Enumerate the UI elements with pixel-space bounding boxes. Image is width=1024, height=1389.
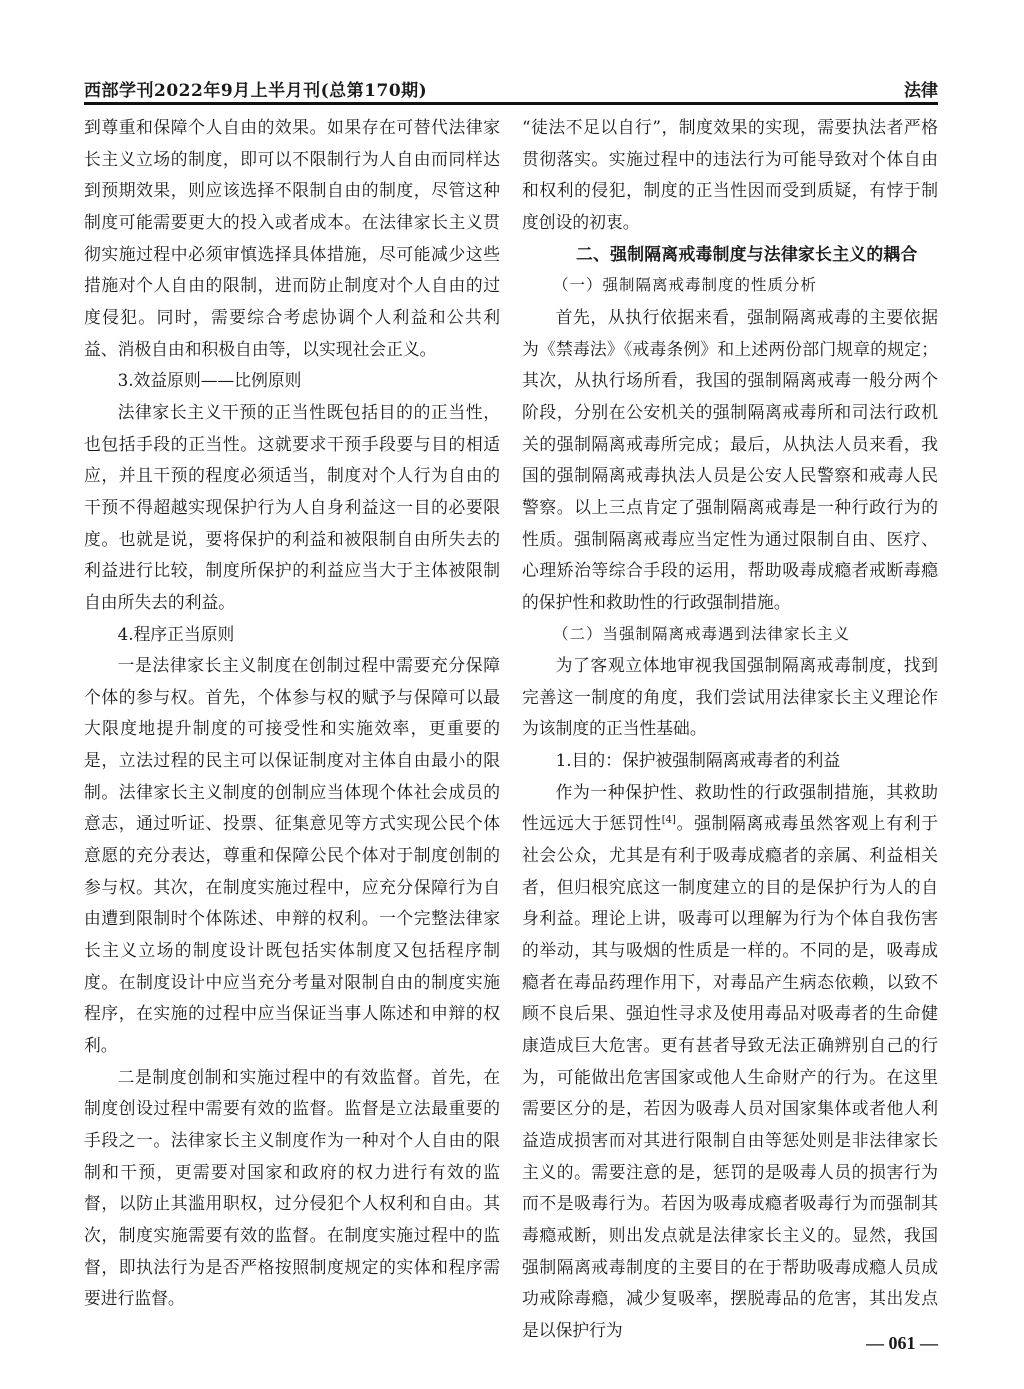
section-heading: 二、强制隔离戒毒制度与法律家长主义的耦合	[575, 243, 918, 264]
journal-title: 西部学刊2022年9月上半月刊(总第170期)	[84, 81, 428, 101]
running-header	[84, 74, 938, 104]
paragraph-text: 。强制隔离戒毒虽然客观上有利于社会公众，尤其是有利于吸毒成瘾者的亲属、利益相关者，但归根究底这一制度建立的目的是保护行为人的自身利益。理论上讲，吸毒可以理解为行为个体自我伤害的举动，其与吸烟的性质是一样的。不同的是，吸毒成瘾者在毒品药理作用下，对毒品产生病态依赖，以致不顾不良后果、强迫性寻求及使用毒品对吸毒者的生命健康造成巨大危害。更有甚者导致无法正确辨别自己的行为，可能做出危害国家或他人生命财产的行为。在这里需要区分的是，若因为吸毒人员对国家集体或者他人利益造成损害而对其进行限制自由等惩处则是非法律家长主义的。需要注意的是，惩罚的是吸毒人员的损害行为而不是吸毒行为。若因为吸毒成瘾者吸毒行为而强制其毒瘾戒断，则出发点就是法律家长主义的。显然，我国强制隔离戒毒制度的主要目的在于帮助吸毒成瘾人员成功戒除毒瘾，减少复吸率，摆脱毒品的危害，其出发点是以保护行为	[522, 813, 938, 1340]
paragraph: 二是制度创制和实施过程中的有效监督。首先，在制度创设过程中需要有效的监督。监督是立法最重要的手段之一。法律家长主义制度作为一种对个人自由的限制和干预，更需要对国家和政府的权力进行有效的监督，以防止其滥用职权，过分侵犯个人权利和自由。其次，制度实施需要有效的监督。在制度实施过程中的监督，即执法行为是否严格按照制度规定的实体和程序需要进行监督。	[84, 1066, 500, 1309]
paragraph: 一是法律家长主义制度在创制过程中需要充分保障个体的参与权。首先，个体参与权的赋予与保障可以最大限度地提升制度的可接受性和实施效率，更重要的是，立法过程的民主可以保证制度对主体自由最小的限制。法律家长主义制度的创制应当体现个体社会成员的意志，通过听证、投票、征集意见等方式实现公民个体意愿的充分表达，尊重和保障公民个体对于制度创制的参与权。其次，在制度实施过程中，应充分保障行为自由遭到限制时个体陈述、申辩的权利。一个完整法律家长主义立场的制度设计既包括实体制度又包括程序制度。在制度设计中应当充分考量对限制自由的制度实施程序，在实施的过程中应当保证当事人陈述和申辩的权利。	[84, 655, 500, 1056]
paragraph: 到尊重和保障个人自由的效果。如果存在可替代法律家长主义立场的制度，即可以不限制行为人自由而同样达到预期效果，则应该选择不限制自由的制度，尽管这种制度可能需要更大的投入或者成本。在法律家长主义贯彻实施过程中必须审慎选择具体措施，尽可能减少这些措施对个人自由的限制，进而防止制度对个人自由的过度侵犯。同时，需要综合考虑协调个人利益和公共利益、消极自由和积极自由等，以实现社会正义。	[84, 117, 500, 359]
paragraph: 法律家长主义干预的正当性既包括目的的正当性，也包括手段的正当性。这就要求干预手段要与目的相适应，并且干预的程度必须适当，制度对个人行为自由的干预不得超越实现保护行为人自身利益这一目的必要限度。也就是说，要将保护的利益和被限制自由所失去的利益进行比较，制度所保护的利益应当大于主体被限制自由所失去的利益。	[84, 401, 500, 612]
subsection-heading-paternalism: （二）当强制隔离戒毒遇到法律家长主义	[553, 624, 851, 643]
header-rule	[84, 102, 938, 105]
section-label: 法律	[904, 81, 938, 101]
paragraph-text: 作为一种保护性、救助性的行政强制措施，其救助性远远大于惩罚性	[522, 781, 938, 834]
left-column	[84, 112, 500, 1315]
citation-reference[interactable]: [4]	[661, 814, 676, 826]
subsection-heading-nature: （一）强制隔离戒毒制度的性质分析	[553, 276, 818, 295]
subheading-efficiency-principle: 3.效益原则——比例原则	[117, 370, 302, 391]
right-column	[522, 112, 938, 1347]
subheading-procedural-principle: 4.程序正当原则	[117, 623, 235, 644]
paragraph: 首先，从执行依据来看，强制隔离戒毒的主要依据为《禁毒法》《戒毒条例》和上述两份部门规章的规定；其次，从执行场所看，我国的强制隔离戒毒一般分两个阶段，分别在公安机关的强制隔离戒毒所和司法行政机关的强制隔离戒毒所完成；最后，从执法人员来看，我国的强制隔离戒毒执法人员是公安人民警察和戒毒人民警察。以上三点肯定了强制隔离戒毒是一种行政行为的性质。强制隔离戒毒应当定性为通过限制自由、医疗、心理矫治等综合手段的运用，帮助吸毒成瘾者戒断毒瘾的保护性和救助性的行政强制措施。	[522, 306, 938, 612]
subheading-purpose: 1.目的：保护被强制隔离戒毒者的利益	[555, 750, 841, 771]
paragraph	[522, 777, 938, 1347]
page-number: — 061 —	[866, 1333, 938, 1353]
paragraph: “徒法不足以自行”，制度效果的实现，需要执法者严格贯彻落实。实施过程中的违法行为可能导致对个体自由和权利的侵犯，制度的正当性因而受到质疑，有悖于制度创设的初衷。	[522, 117, 938, 232]
paragraph: 为了客观立体地审视我国强制隔离戒毒制度，找到完善这一制度的角度，我们尝试用法律家长主义理论作为该制度的正当性基础。	[522, 655, 938, 739]
